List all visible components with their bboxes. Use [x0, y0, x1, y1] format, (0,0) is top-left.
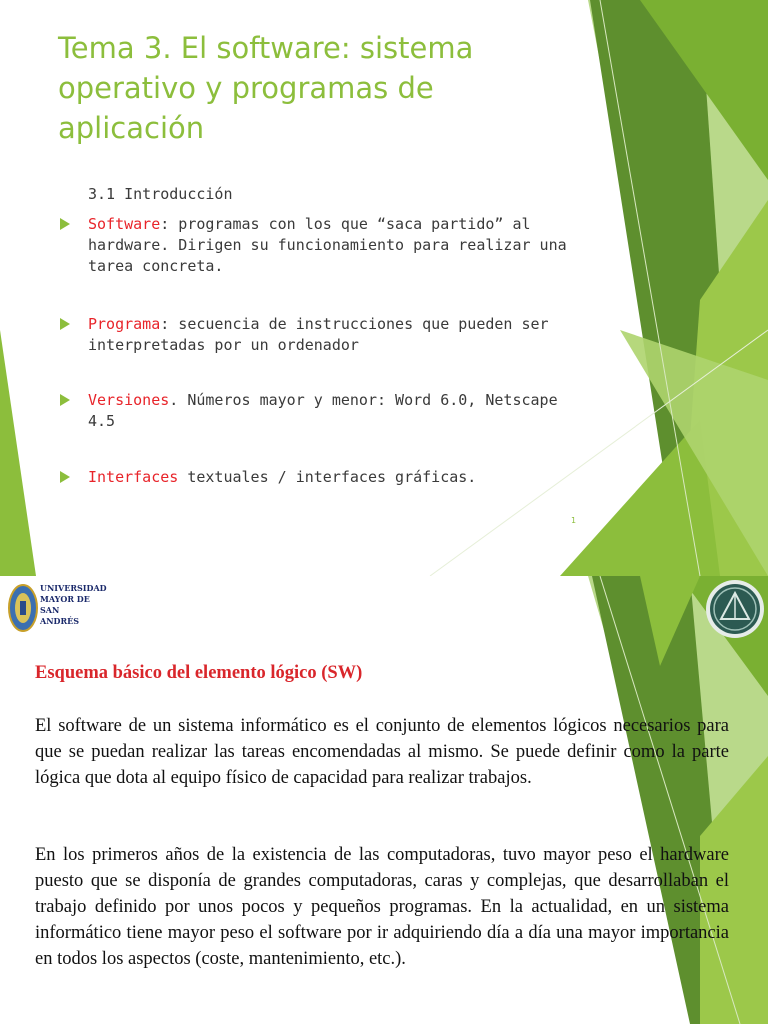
page-number: 1: [571, 516, 577, 525]
bullet-term: Versiones: [88, 391, 170, 409]
bullet-term: Software: [88, 215, 161, 233]
bullet-text: [88, 390, 568, 432]
triangle-bullet-icon: [60, 471, 70, 483]
triangle-bullet-icon: [60, 218, 70, 230]
bullet-term: Interfaces: [88, 468, 179, 486]
wordmark-line: MAYOR DE: [40, 594, 90, 604]
bullet-description: textuales / interfaces gráficas.: [178, 468, 477, 486]
wordmark-line: UNIVERSIDAD: [40, 583, 107, 593]
triangle-bullet-icon: [60, 394, 70, 406]
bullet-text: [88, 314, 568, 356]
bullet-description: : secuencia de instrucciones que pueden ser interpretadas por un ordenador: [88, 315, 549, 354]
university-seal-icon: [8, 583, 38, 633]
university-logo: [8, 579, 108, 637]
bullet-text: [88, 214, 568, 277]
bullet-text: [88, 467, 568, 488]
paragraph: En los primeros años de la existencia de las computadoras, tuvo mayor peso el hardware puesto que se disponía de grandes computadoras, caras y complejas, que desarrollaban el trabajo definido por unos pocos y pequeños programas. En la actualidad, en un sistema informático tiene mayor peso el software por ir adquiriendo día a día una mayor importancia en todos los aspectos (coste, mantenimiento, etc.).: [35, 845, 729, 969]
bullet-description: : programas con los que “saca partido” al hardware. Dirigen su funcionamiento para realizar una tarea concreta.: [88, 215, 567, 275]
bullet-term: Programa: [88, 315, 161, 333]
faculty-emblem-icon: [705, 579, 765, 639]
section-heading: Esquema básico del elemento lógico (SW): [35, 663, 363, 683]
slide-2: [0, 576, 768, 1024]
slide-title: Tema 3. El software: sistema operativo y programas de aplicación: [58, 31, 474, 145]
triangle-bullet-icon: [60, 318, 70, 330]
bullet-description: . Números mayor y menor: Word 6.0, Netscape 4.5: [88, 391, 558, 430]
paragraph: El software de un sistema informático es el conjunto de elementos lógicos necesarios para que se puedan realizar las tareas encomendadas al mismo. Se puede definir como la parte lógica que dota al equipo físico de capacidad para realizar trabajos.: [35, 716, 729, 788]
wordmark-line: ANDRÉS: [40, 616, 79, 626]
university-wordmark: [40, 583, 110, 627]
section-subtitle: 3.1 Introducción: [88, 185, 233, 203]
wordmark-line: SAN: [40, 605, 60, 615]
